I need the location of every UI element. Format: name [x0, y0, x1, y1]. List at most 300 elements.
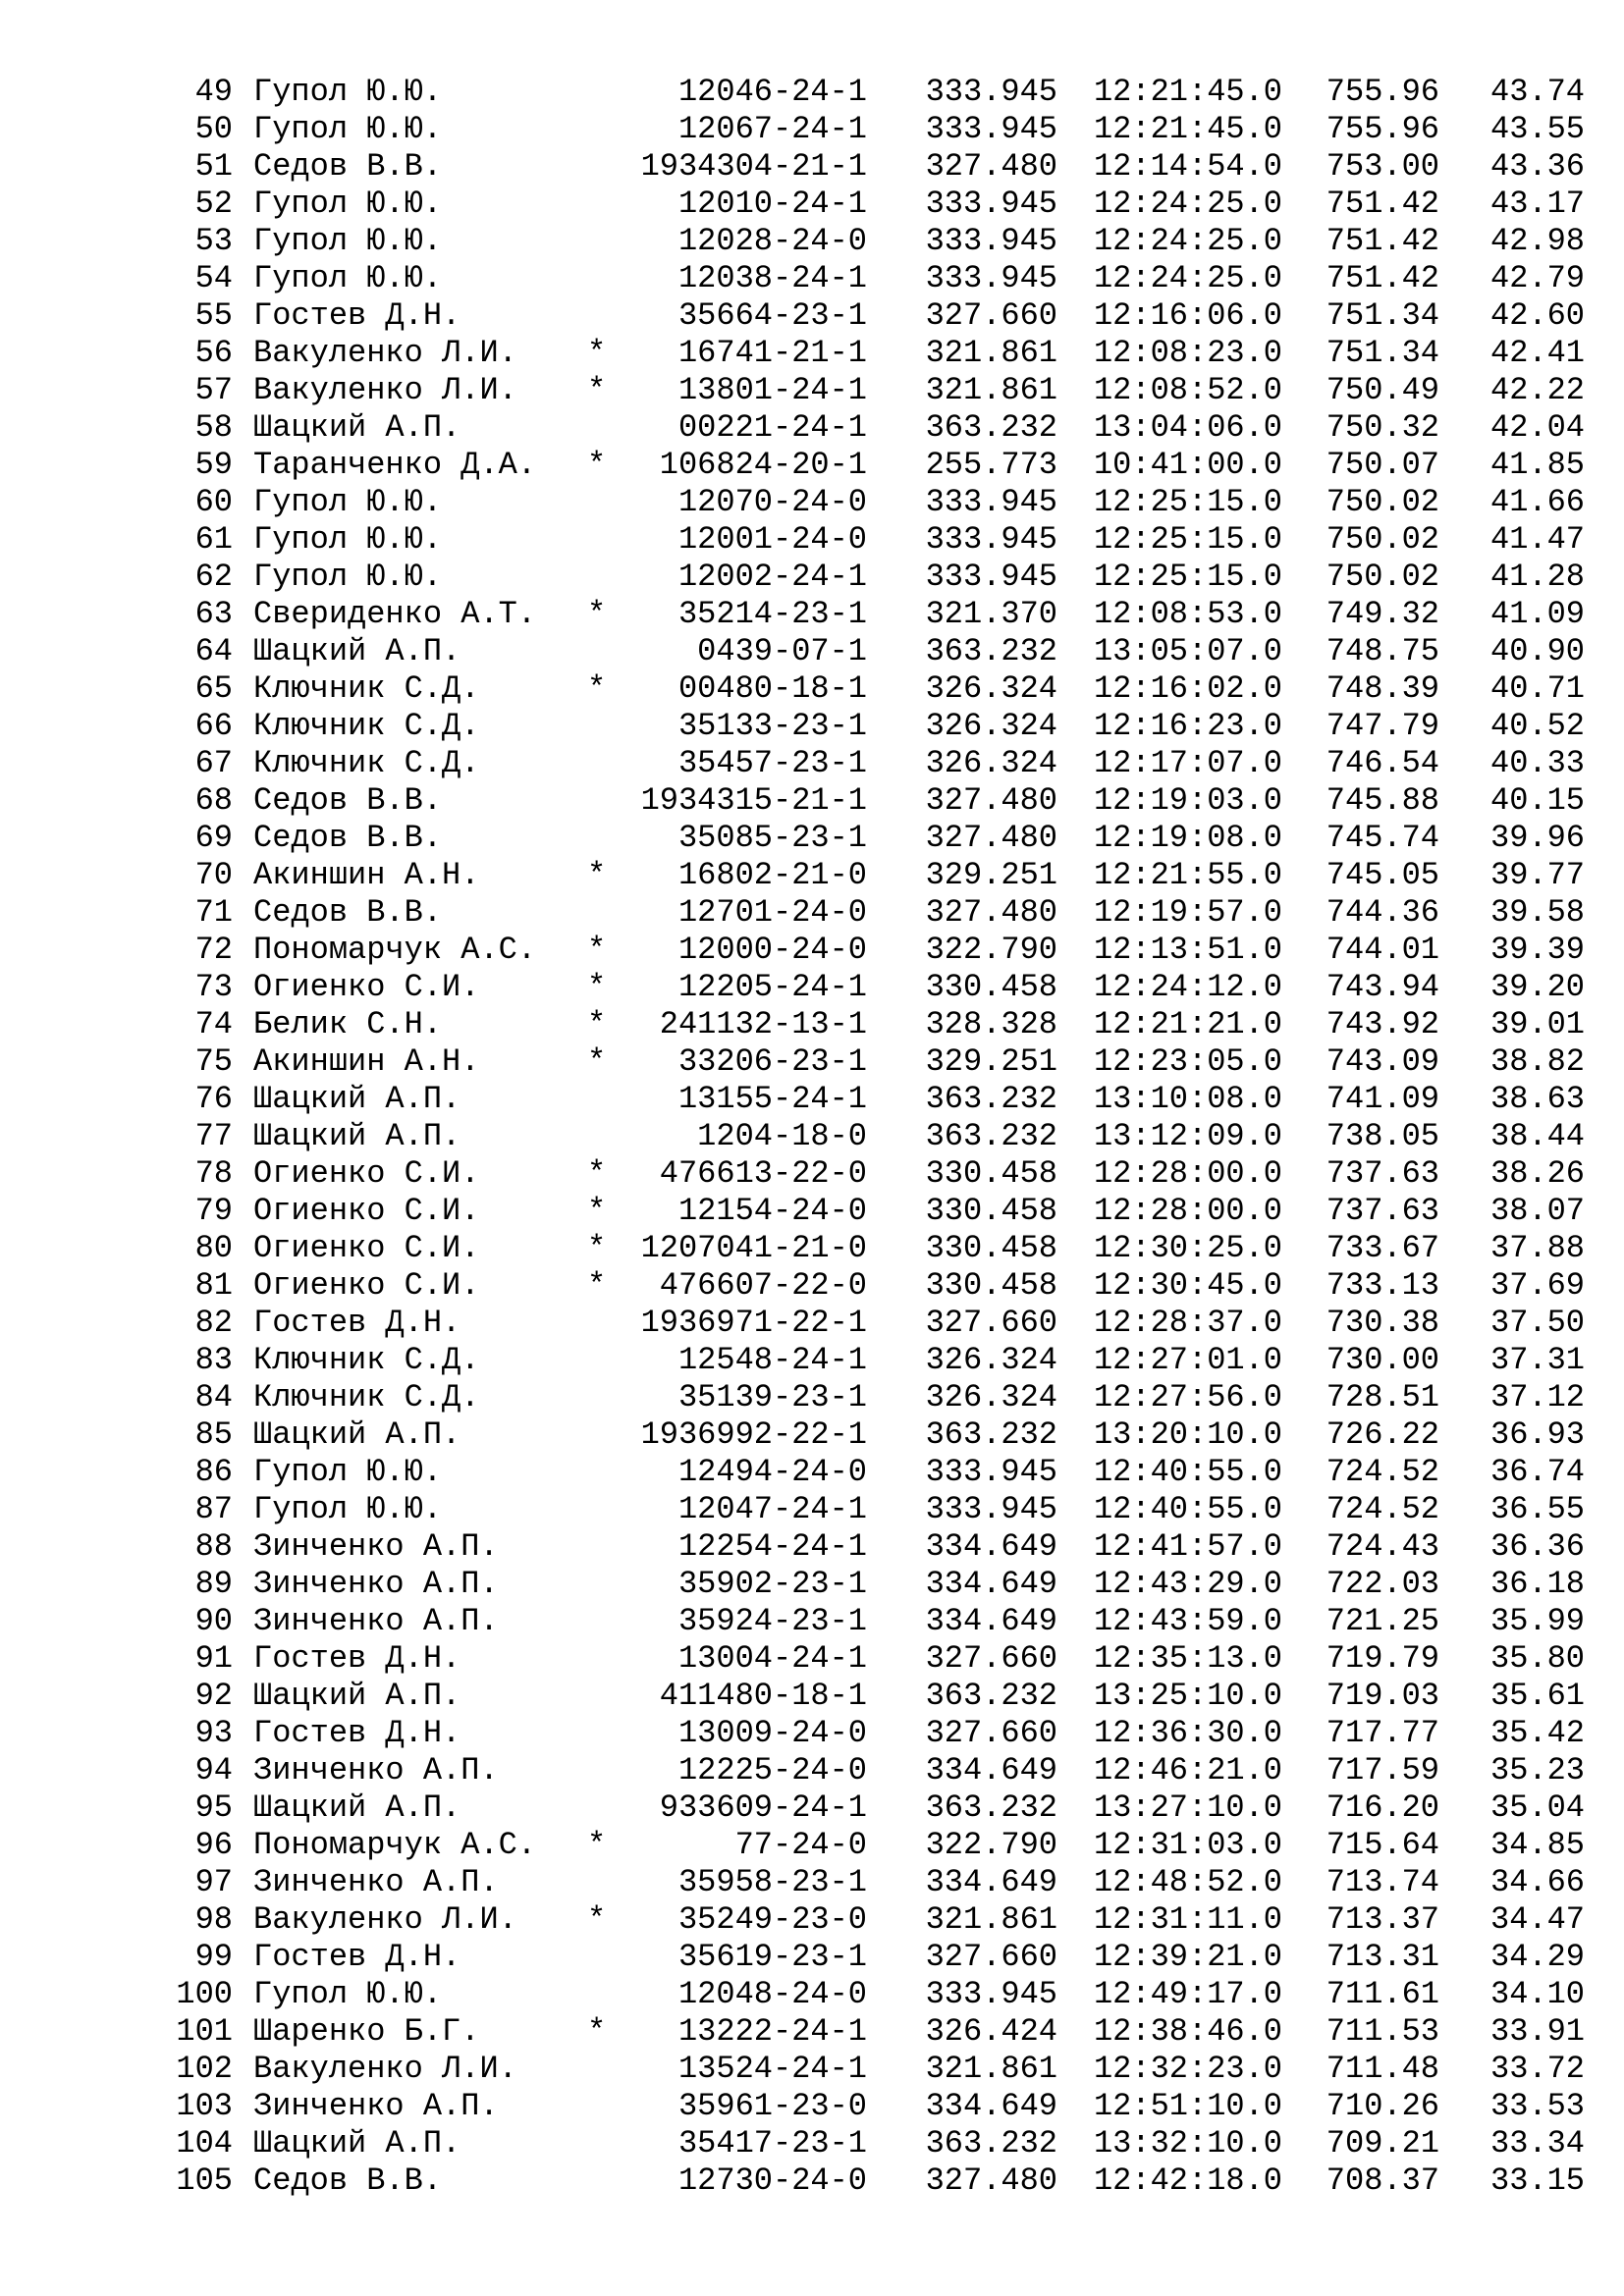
table-row	[0, 1976, 1624, 2013]
distance-cell: 333.945	[925, 1976, 1057, 2012]
arrival-time-cell: 12:31:11.0	[1093, 1901, 1282, 1938]
ring-number-cell: 1934304-21-1	[640, 148, 867, 185]
fancier-name-cell: Шацкий А.П.	[253, 633, 461, 669]
table-row	[0, 186, 1624, 223]
arrival-time-cell: 12:24:25.0	[1093, 223, 1282, 259]
points-cell: 36.18	[1489, 1566, 1585, 1602]
mark-cell: *	[587, 1006, 607, 1042]
fancier-name-cell: Пономарчук А.С.	[253, 1827, 537, 1863]
speed-cell: 716.20	[1326, 1789, 1439, 1826]
ring-number-cell: 0439-07-1	[697, 633, 867, 669]
speed-cell: 741.09	[1326, 1081, 1439, 1117]
table-row	[0, 1230, 1624, 1267]
place-cell: 84	[194, 1379, 233, 1415]
ring-number-cell: 35664-23-1	[677, 297, 867, 334]
ring-number-cell: 1936992-22-1	[640, 1416, 867, 1453]
arrival-time-cell: 12:43:59.0	[1093, 1603, 1282, 1639]
speed-cell: 755.96	[1326, 74, 1439, 110]
distance-cell: 327.480	[925, 782, 1057, 819]
place-cell: 65	[194, 670, 233, 707]
distance-cell: 328.328	[925, 1006, 1057, 1042]
arrival-time-cell: 12:21:45.0	[1093, 74, 1282, 110]
arrival-time-cell: 13:10:08.0	[1093, 1081, 1282, 1117]
fancier-name-cell: Шацкий А.П.	[253, 409, 461, 446]
points-cell: 43.36	[1489, 148, 1585, 185]
distance-cell: 321.861	[925, 372, 1057, 408]
arrival-time-cell: 12:40:55.0	[1093, 1454, 1282, 1490]
points-cell: 38.26	[1489, 1155, 1585, 1192]
table-row	[0, 484, 1624, 521]
speed-cell: 751.42	[1326, 186, 1439, 222]
place-cell: 96	[194, 1827, 233, 1863]
points-cell: 33.72	[1489, 2051, 1585, 2087]
distance-cell: 334.649	[925, 1864, 1057, 1900]
ring-number-cell: 77-24-0	[734, 1827, 867, 1863]
place-cell: 54	[194, 260, 233, 296]
speed-cell: 743.09	[1326, 1043, 1439, 1080]
points-cell: 39.96	[1489, 820, 1585, 856]
table-row	[0, 521, 1624, 559]
ring-number-cell: 35457-23-1	[677, 745, 867, 781]
fancier-name-cell: Ключник С.Д.	[253, 1342, 480, 1378]
points-cell: 33.53	[1489, 2088, 1585, 2124]
speed-cell: 717.77	[1326, 1715, 1439, 1751]
ring-number-cell: 35249-23-0	[677, 1901, 867, 1938]
place-cell: 90	[194, 1603, 233, 1639]
fancier-name-cell: Зинченко А.П.	[253, 1603, 499, 1639]
table-row	[0, 1939, 1624, 1976]
place-cell: 61	[194, 521, 233, 558]
table-row	[0, 1901, 1624, 1939]
table-row	[0, 335, 1624, 372]
points-cell: 42.22	[1489, 372, 1585, 408]
speed-cell: 737.63	[1326, 1155, 1439, 1192]
points-cell: 33.15	[1489, 2163, 1585, 2199]
table-row	[0, 1566, 1624, 1603]
distance-cell: 333.945	[925, 484, 1057, 520]
arrival-time-cell: 12:40:55.0	[1093, 1491, 1282, 1527]
points-cell: 40.90	[1489, 633, 1585, 669]
distance-cell: 363.232	[925, 1789, 1057, 1826]
place-cell: 53	[194, 223, 233, 259]
arrival-time-cell: 13:32:10.0	[1093, 2125, 1282, 2162]
place-cell: 77	[194, 1118, 233, 1154]
ring-number-cell: 12002-24-1	[677, 559, 867, 595]
fancier-name-cell: Пономарчук А.С.	[253, 932, 537, 968]
place-cell: 72	[194, 932, 233, 968]
place-cell: 79	[194, 1193, 233, 1229]
ring-number-cell: 1936971-22-1	[640, 1305, 867, 1341]
ring-number-cell: 241132-13-1	[659, 1006, 867, 1042]
mark-cell: *	[587, 1193, 607, 1229]
place-cell: 63	[194, 596, 233, 632]
place-cell: 56	[194, 335, 233, 371]
ring-number-cell: 12548-24-1	[677, 1342, 867, 1378]
arrival-time-cell: 12:48:52.0	[1093, 1864, 1282, 1900]
speed-cell: 724.52	[1326, 1454, 1439, 1490]
place-cell: 73	[194, 969, 233, 1005]
arrival-time-cell: 10:41:00.0	[1093, 447, 1282, 483]
points-cell: 35.42	[1489, 1715, 1585, 1751]
place-cell: 68	[194, 782, 233, 819]
fancier-name-cell: Гостев Д.Н.	[253, 1305, 461, 1341]
table-row	[0, 820, 1624, 857]
fancier-name-cell: Шацкий А.П.	[253, 1081, 461, 1117]
mark-cell: *	[587, 932, 607, 968]
ring-number-cell: 33206-23-1	[677, 1043, 867, 1080]
distance-cell: 321.861	[925, 2051, 1057, 2087]
fancier-name-cell: Шацкий А.П.	[253, 1789, 461, 1826]
table-row	[0, 1416, 1624, 1454]
place-cell: 82	[194, 1305, 233, 1341]
table-row	[0, 1864, 1624, 1901]
place-cell: 97	[194, 1864, 233, 1900]
speed-cell: 711.61	[1326, 1976, 1439, 2012]
fancier-name-cell: Седов В.В.	[253, 894, 443, 931]
arrival-time-cell: 12:28:37.0	[1093, 1305, 1282, 1341]
table-row	[0, 74, 1624, 111]
speed-cell: 711.53	[1326, 2013, 1439, 2050]
speed-cell: 748.39	[1326, 670, 1439, 707]
speed-cell: 750.32	[1326, 409, 1439, 446]
ring-number-cell: 12001-24-0	[677, 521, 867, 558]
mark-cell: *	[587, 1230, 607, 1266]
fancier-name-cell: Гупол Ю.Ю.	[253, 521, 443, 558]
points-cell: 39.39	[1489, 932, 1585, 968]
speed-cell: 726.22	[1326, 1416, 1439, 1453]
distance-cell: 363.232	[925, 409, 1057, 446]
points-cell: 43.17	[1489, 186, 1585, 222]
speed-cell: 719.79	[1326, 1640, 1439, 1677]
place-cell: 71	[194, 894, 233, 931]
table-row	[0, 1603, 1624, 1640]
speed-cell: 751.42	[1326, 223, 1439, 259]
ring-number-cell: 35619-23-1	[677, 1939, 867, 1975]
points-cell: 38.82	[1489, 1043, 1585, 1080]
place-cell: 91	[194, 1640, 233, 1677]
ring-number-cell: 1204-18-0	[697, 1118, 867, 1154]
points-cell: 42.79	[1489, 260, 1585, 296]
distance-cell: 326.324	[925, 1342, 1057, 1378]
fancier-name-cell: Вакуленко Л.И.	[253, 1901, 517, 1938]
fancier-name-cell: Шацкий А.П.	[253, 1416, 461, 1453]
arrival-time-cell: 12:27:56.0	[1093, 1379, 1282, 1415]
arrival-time-cell: 13:25:10.0	[1093, 1678, 1282, 1714]
points-cell: 42.41	[1489, 335, 1585, 371]
mark-cell: *	[587, 1267, 607, 1304]
points-cell: 40.52	[1489, 708, 1585, 744]
place-cell: 99	[194, 1939, 233, 1975]
distance-cell: 327.660	[925, 1640, 1057, 1677]
speed-cell: 747.79	[1326, 708, 1439, 744]
distance-cell: 326.324	[925, 745, 1057, 781]
table-row	[0, 1305, 1624, 1342]
table-row	[0, 782, 1624, 820]
ring-number-cell: 12225-24-0	[677, 1752, 867, 1789]
speed-cell: 745.88	[1326, 782, 1439, 819]
table-row	[0, 1528, 1624, 1566]
fancier-name-cell: Гупол Ю.Ю.	[253, 260, 443, 296]
speed-cell: 738.05	[1326, 1118, 1439, 1154]
table-row	[0, 2163, 1624, 2200]
ring-number-cell: 00221-24-1	[677, 409, 867, 446]
fancier-name-cell: Гостев Д.Н.	[253, 1715, 461, 1751]
points-cell: 42.98	[1489, 223, 1585, 259]
place-cell: 88	[194, 1528, 233, 1565]
distance-cell: 329.251	[925, 1043, 1057, 1080]
distance-cell: 333.945	[925, 1454, 1057, 1490]
ring-number-cell: 13004-24-1	[677, 1640, 867, 1677]
fancier-name-cell: Гупол Ю.Ю.	[253, 484, 443, 520]
arrival-time-cell: 13:05:07.0	[1093, 633, 1282, 669]
speed-cell: 748.75	[1326, 633, 1439, 669]
place-cell: 62	[194, 559, 233, 595]
fancier-name-cell: Огиенко С.И.	[253, 1230, 480, 1266]
distance-cell: 330.458	[925, 1155, 1057, 1192]
ring-number-cell: 12730-24-0	[677, 2163, 867, 2199]
speed-cell: 750.07	[1326, 447, 1439, 483]
arrival-time-cell: 12:19:08.0	[1093, 820, 1282, 856]
fancier-name-cell: Седов В.В.	[253, 148, 443, 185]
table-row	[0, 857, 1624, 894]
speed-cell: 753.00	[1326, 148, 1439, 185]
fancier-name-cell: Зинченко А.П.	[253, 1864, 499, 1900]
ring-number-cell: 13801-24-1	[677, 372, 867, 408]
mark-cell: *	[587, 1043, 607, 1080]
ring-number-cell: 35924-23-1	[677, 1603, 867, 1639]
place-cell: 105	[176, 2163, 233, 2199]
place-cell: 67	[194, 745, 233, 781]
fancier-name-cell: Шацкий А.П.	[253, 1118, 461, 1154]
mark-cell: *	[587, 2013, 607, 2050]
table-row	[0, 2051, 1624, 2088]
table-row	[0, 2013, 1624, 2051]
table-row	[0, 297, 1624, 335]
fancier-name-cell: Гостев Д.Н.	[253, 1640, 461, 1677]
distance-cell: 333.945	[925, 111, 1057, 147]
arrival-time-cell: 12:14:54.0	[1093, 148, 1282, 185]
points-cell: 36.36	[1489, 1528, 1585, 1565]
arrival-time-cell: 12:08:52.0	[1093, 372, 1282, 408]
ring-number-cell: 12205-24-1	[677, 969, 867, 1005]
points-cell: 35.99	[1489, 1603, 1585, 1639]
distance-cell: 333.945	[925, 186, 1057, 222]
arrival-time-cell: 12:21:21.0	[1093, 1006, 1282, 1042]
speed-cell: 745.05	[1326, 857, 1439, 893]
table-row	[0, 111, 1624, 148]
ring-number-cell: 1934315-21-1	[640, 782, 867, 819]
ring-number-cell: 12038-24-1	[677, 260, 867, 296]
table-row	[0, 670, 1624, 708]
arrival-time-cell: 12:16:06.0	[1093, 297, 1282, 334]
points-cell: 34.10	[1489, 1976, 1585, 2012]
points-cell: 40.71	[1489, 670, 1585, 707]
points-cell: 36.93	[1489, 1416, 1585, 1453]
table-row	[0, 1715, 1624, 1752]
distance-cell: 326.324	[925, 708, 1057, 744]
arrival-time-cell: 12:49:17.0	[1093, 1976, 1282, 2012]
table-row	[0, 1491, 1624, 1528]
distance-cell: 327.480	[925, 148, 1057, 185]
arrival-time-cell: 12:43:29.0	[1093, 1566, 1282, 1602]
speed-cell: 728.51	[1326, 1379, 1439, 1415]
mark-cell: *	[587, 1901, 607, 1938]
arrival-time-cell: 13:12:09.0	[1093, 1118, 1282, 1154]
distance-cell: 327.660	[925, 1715, 1057, 1751]
arrival-time-cell: 12:13:51.0	[1093, 932, 1282, 968]
distance-cell: 330.458	[925, 1230, 1057, 1266]
distance-cell: 333.945	[925, 1491, 1057, 1527]
fancier-name-cell: Огиенко С.И.	[253, 1267, 480, 1304]
speed-cell: 743.94	[1326, 969, 1439, 1005]
ring-number-cell: 13524-24-1	[677, 2051, 867, 2087]
speed-cell: 744.01	[1326, 932, 1439, 968]
distance-cell: 327.660	[925, 1305, 1057, 1341]
fancier-name-cell: Зинченко А.П.	[253, 1752, 499, 1789]
ring-number-cell: 35902-23-1	[677, 1566, 867, 1602]
speed-cell: 713.74	[1326, 1864, 1439, 1900]
arrival-time-cell: 13:20:10.0	[1093, 1416, 1282, 1453]
distance-cell: 333.945	[925, 559, 1057, 595]
table-row	[0, 1267, 1624, 1305]
fancier-name-cell: Огиенко С.И.	[253, 969, 480, 1005]
arrival-time-cell: 12:08:23.0	[1093, 335, 1282, 371]
fancier-name-cell: Гупол Ю.Ю.	[253, 1976, 443, 2012]
distance-cell: 330.458	[925, 1193, 1057, 1229]
arrival-time-cell: 12:21:45.0	[1093, 111, 1282, 147]
arrival-time-cell: 12:24:12.0	[1093, 969, 1282, 1005]
points-cell: 38.07	[1489, 1193, 1585, 1229]
points-cell: 38.44	[1489, 1118, 1585, 1154]
ring-number-cell: 12154-24-0	[677, 1193, 867, 1229]
arrival-time-cell: 12:25:15.0	[1093, 521, 1282, 558]
fancier-name-cell: Гупол Ю.Ю.	[253, 223, 443, 259]
arrival-time-cell: 12:21:55.0	[1093, 857, 1282, 893]
arrival-time-cell: 12:24:25.0	[1093, 186, 1282, 222]
points-cell: 36.74	[1489, 1454, 1585, 1490]
speed-cell: 751.34	[1326, 335, 1439, 371]
fancier-name-cell: Шацкий А.П.	[253, 1678, 461, 1714]
points-cell: 39.77	[1489, 857, 1585, 893]
ring-number-cell: 13009-24-0	[677, 1715, 867, 1751]
table-row	[0, 1454, 1624, 1491]
fancier-name-cell: Седов В.В.	[253, 820, 443, 856]
arrival-time-cell: 12:17:07.0	[1093, 745, 1282, 781]
mark-cell: *	[587, 596, 607, 632]
points-cell: 37.50	[1489, 1305, 1585, 1341]
points-cell: 39.58	[1489, 894, 1585, 931]
distance-cell: 327.660	[925, 297, 1057, 334]
table-row	[0, 708, 1624, 745]
speed-cell: 733.67	[1326, 1230, 1439, 1266]
distance-cell: 333.945	[925, 223, 1057, 259]
distance-cell: 327.660	[925, 1939, 1057, 1975]
distance-cell: 321.370	[925, 596, 1057, 632]
mark-cell: *	[587, 1827, 607, 1863]
place-cell: 70	[194, 857, 233, 893]
ring-number-cell: 16802-21-0	[677, 857, 867, 893]
arrival-time-cell: 12:19:57.0	[1093, 894, 1282, 931]
distance-cell: 363.232	[925, 1416, 1057, 1453]
distance-cell: 322.790	[925, 932, 1057, 968]
arrival-time-cell: 12:36:30.0	[1093, 1715, 1282, 1751]
ring-number-cell: 12046-24-1	[677, 74, 867, 110]
place-cell: 64	[194, 633, 233, 669]
arrival-time-cell: 12:41:57.0	[1093, 1528, 1282, 1565]
ring-number-cell: 12010-24-1	[677, 186, 867, 222]
points-cell: 35.04	[1489, 1789, 1585, 1826]
place-cell: 50	[194, 111, 233, 147]
distance-cell: 363.232	[925, 2125, 1057, 2162]
points-cell: 41.09	[1489, 596, 1585, 632]
arrival-time-cell: 12:35:13.0	[1093, 1640, 1282, 1677]
speed-cell: 719.03	[1326, 1678, 1439, 1714]
points-cell: 35.80	[1489, 1640, 1585, 1677]
ring-number-cell: 13222-24-1	[677, 2013, 867, 2050]
arrival-time-cell: 12:16:02.0	[1093, 670, 1282, 707]
table-row	[0, 894, 1624, 932]
speed-cell: 733.13	[1326, 1267, 1439, 1304]
arrival-time-cell: 12:46:21.0	[1093, 1752, 1282, 1789]
place-cell: 104	[176, 2125, 233, 2162]
distance-cell: 334.649	[925, 1528, 1057, 1565]
speed-cell: 721.25	[1326, 1603, 1439, 1639]
arrival-time-cell: 12:42:18.0	[1093, 2163, 1282, 2199]
fancier-name-cell: Белик С.Н.	[253, 1006, 443, 1042]
points-cell: 35.61	[1489, 1678, 1585, 1714]
distance-cell: 363.232	[925, 1678, 1057, 1714]
arrival-time-cell: 12:31:03.0	[1093, 1827, 1282, 1863]
fancier-name-cell: Вакуленко Л.И.	[253, 2051, 517, 2087]
table-row	[0, 223, 1624, 260]
place-cell: 87	[194, 1491, 233, 1527]
fancier-name-cell: Седов В.В.	[253, 782, 443, 819]
ring-number-cell: 35085-23-1	[677, 820, 867, 856]
ring-number-cell: 35139-23-1	[677, 1379, 867, 1415]
speed-cell: 744.36	[1326, 894, 1439, 931]
fancier-name-cell: Вакуленко Л.И.	[253, 335, 517, 371]
table-row	[0, 559, 1624, 596]
fancier-name-cell: Акиншин А.Н.	[253, 1043, 480, 1080]
points-cell: 37.31	[1489, 1342, 1585, 1378]
table-row	[0, 1043, 1624, 1081]
ring-number-cell: 35417-23-1	[677, 2125, 867, 2162]
points-cell: 39.20	[1489, 969, 1585, 1005]
ring-number-cell: 12028-24-0	[677, 223, 867, 259]
points-cell: 33.34	[1489, 2125, 1585, 2162]
distance-cell: 334.649	[925, 2088, 1057, 2124]
fancier-name-cell: Ключник С.Д.	[253, 670, 480, 707]
speed-cell: 713.31	[1326, 1939, 1439, 1975]
arrival-time-cell: 12:28:00.0	[1093, 1155, 1282, 1192]
ring-number-cell: 12067-24-1	[677, 111, 867, 147]
arrival-time-cell: 12:27:01.0	[1093, 1342, 1282, 1378]
distance-cell: 333.945	[925, 260, 1057, 296]
table-row	[0, 1155, 1624, 1193]
mark-cell: *	[587, 670, 607, 707]
distance-cell: 321.861	[925, 1901, 1057, 1938]
arrival-time-cell: 12:38:46.0	[1093, 2013, 1282, 2050]
ring-number-cell: 12048-24-0	[677, 1976, 867, 2012]
points-cell: 33.91	[1489, 2013, 1585, 2050]
ring-number-cell: 00480-18-1	[677, 670, 867, 707]
points-cell: 35.23	[1489, 1752, 1585, 1789]
table-row	[0, 2088, 1624, 2125]
arrival-time-cell: 12:19:03.0	[1093, 782, 1282, 819]
table-row	[0, 1342, 1624, 1379]
fancier-name-cell: Зинченко А.П.	[253, 1528, 499, 1565]
place-cell: 86	[194, 1454, 233, 1490]
